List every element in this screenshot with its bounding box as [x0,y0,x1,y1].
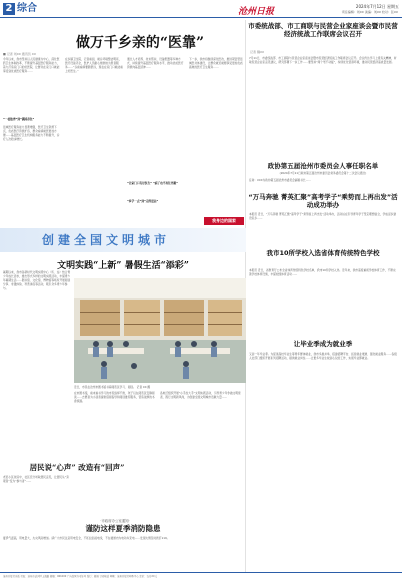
right-byline-1: 记者 魏XX [250,50,265,54]
right-body-5: 又到一年毕业季。为促进高校毕业生等青年群体就业，我市多措并举，搭建招聘平台、拓宽就业渠道、强化就业服务……各级人社部门组织开展系列招聘活动，提供就业岗位……让更多毕业生找到心仪的工作，实现毕业即就业。 [249,352,397,360]
lead-quote-box: “让家门口有好医生” “病了也不再往外跑” [127,181,179,185]
story-a-headline: 居民说“心声” 改造有“回声” [29,463,125,472]
section-name: 综合 [17,3,37,14]
campaign-headline: 文明实践“上新” 暑假生活“添彩” [57,261,189,271]
right-headline-4: 我市10所学校入选省体育传统特色学校 [266,249,380,257]
lead-subhead-2: “多学一点”到“走得更远” [127,199,159,203]
story-a-body: 老旧小区改造中，社区充分听取居民意见，让居民从“旁观者”变为“参与者”…… [3,475,69,483]
campaign-body-mid: 在市图书馆，前来看书学习的市民络绎不绝，孩子们在阅览区安静阅读……志愿者为小读者提供借阅指导和阅读推荐服务，营造浓厚的书香氛围。 [74,391,155,403]
campaign-tag [204,217,244,225]
campaign-banner-title: 创建全国文明城市 [42,233,171,247]
campaign-body-right: 各地还组织开展“小手拉大手”文明实践活动，引导青少年争做文明使者，践行文明新风尚，为创建全国文明城市贡献力量…… [160,391,241,399]
right-body-3: 本报讯 近日，“万马奔驰 菁英汇聚”高考学子“乘势而上再出发”活动举办，活动旨在引导青年学子坚定理想信念，学成返乡建设家乡…… [249,212,397,220]
page-number: 2 [3,3,15,15]
lead-col-1: 今年以来，我市坚持以人民健康为中心，深化医药卫生体制改革，不断提升基层医疗服务能力，着力打造家门口的好医院，让群众在家门口就能享受到优质医疗服务…… [3,57,60,73]
lead-col-1b: 县域医疗服务能力显著增强，医疗卫生资源下沉，优质医疗资源扩容，群众看病就医更加方便……基层医疗卫生机构服务能力不断提升，诊疗人次稳步增长。 [3,125,60,141]
right-body-2: 任命：XXX为政协第五届沧州市委员会副秘书长…… [249,178,311,182]
lead-headline: 做万千乡亲的“医靠” [75,35,205,51]
photo-caption: 近日，市民在沧州市图书馆书海阅览区学习、阅读。 记者 XX 摄 [74,385,151,389]
story-b-kicker: ·市政府办公室通知· [100,519,130,523]
lead-subhead-1: “一枝独秀”到“满园春色” [3,117,35,121]
lead-byline: ■ 记者 刘XX 通讯员 XX [3,52,36,56]
masthead-logo: 沧州日报 [238,7,275,17]
right-sub-2: (2024年7月11日政协第五届沧州市委员会常务委员会第十二次会议通过) [279,171,367,175]
header-rule [0,17,402,18]
editor-line: 责任编辑：刘XX 美编：刘XX 校对：张XX [341,10,398,14]
right-headline-1: 市委统战部、市工商联与民营企业家座谈会暨市民营经济统战工作联席会议召开 [248,22,398,38]
campaign-tag-label: 我身边的国家 [204,217,244,225]
story-b-headline: 谨防这样夏季消防隐患 [85,524,161,533]
issue-date: 2024年7月12日 星期五 [355,4,399,9]
library-photo [74,278,246,383]
lead-col-2: 在乡镇卫生院，记者看到，就诊环境整洁明亮，医疗设备齐全，医护人员耐心细致地为患者服务……“以前看病要跑很远，现在在家门口就能看上好医生。” [65,57,123,73]
right-headline-5: 让毕业季成为就业季 [293,340,353,348]
footer-text: 沧州日报社出版 社址：沧州市运河区上海路 邮编：061000 广告经营许可证号 发行：邮局 订阅电话 印刷：沧州日报社印务中心 定价：每月XX元 [3,575,157,578]
campaign-body-left: 暑期以来，我市各新时代文明实践中心（所、站）结合青少年成长需求，推出形式多样的文明实践活动，丰富青少年暑期生活……图书馆、文化馆、博物馆等场所开展阅读分享、非遗体验、科普讲座等活动，吸引众多青少年参与。 [3,270,71,290]
lead-col-4: 下一步，我市将继续深化医改，推进紧密型县域医共体建设，让群众就近就便享受更加优质高效的医疗卫生服务…… [189,57,243,69]
right-body-4: 本报讯 近日，省教育厅公布全省体育传统特色学校名单，我市10所学校入选。近年来，我市高度重视学校体育工作，不断完善学校体育设施，丰富校园体育活动…… [249,268,396,276]
footer-rule [0,572,402,573]
right-body-1: 7月11日，市委统战部、市工商联与民营企业家座谈会暨市民营经济统战工作联席会议召开。会议传达学习上级有关精神，听取民营企业家意见建议，研究部署下一步工作……要坚持“两个毫不动摇”，持续优化营商环境，推动民营经济高质量发展。 [249,56,397,64]
lead-col-3: 通过人才培养、技术帮扶、设备配置等多种方式，持续提升基层医疗服务水平，推动优质医疗资源向基层延伸…… [127,57,184,69]
right-headline-3: “万马奔驰 菁英汇聚”高考学子“乘势而上再出发”活动成功举办 [248,193,398,209]
story-b-body: 夏季气温高，用电量大，火灾风险增加。请广大市民注意用电安全，不私拉乱接电线，不在楼道内为电动车充电……发现火情及时拨打119。 [3,536,170,540]
library-photo-illustration [74,278,246,383]
lead-body [3,57,244,227]
right-headline-2: 政协第五届沧州市委员会人事任职名单 [267,162,379,170]
